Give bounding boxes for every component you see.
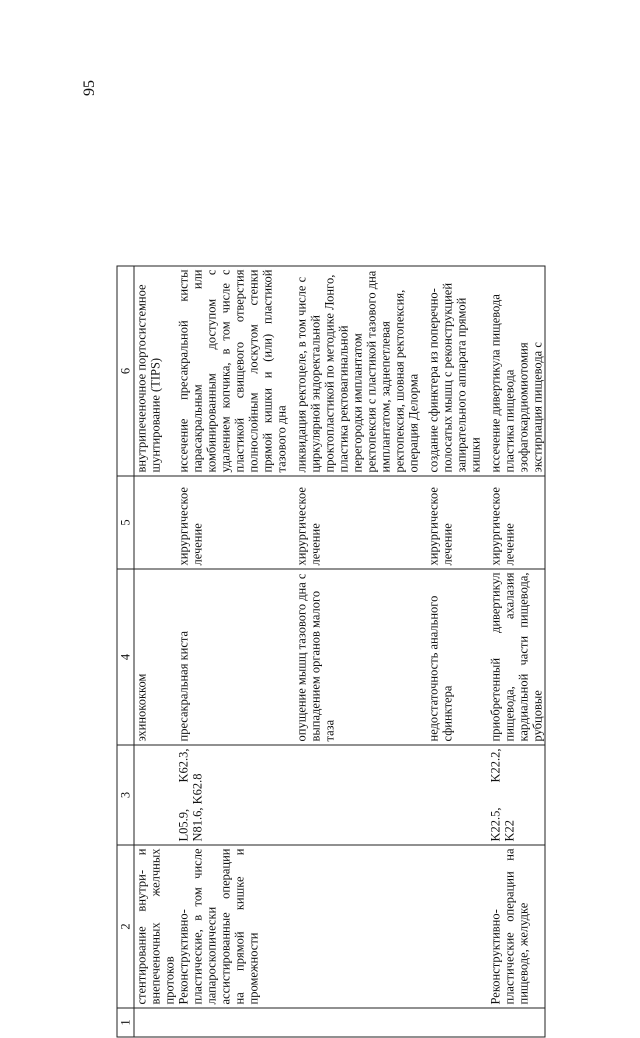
- cell-diagnosis: пресакральная киста: [176, 569, 288, 745]
- page-number: 95: [81, 80, 98, 96]
- cell-intervention: Реконструктивно-пластические операции на пищеводе, желудке: [482, 845, 545, 1008]
- table-row: [288, 266, 420, 1037]
- table-row: [482, 266, 545, 1037]
- header-col-5: 5: [117, 476, 134, 569]
- cell-codes: L05.9, K62.3, N81.6, K62.8: [176, 745, 288, 845]
- cell-method: иссечение пресакральной кисты парасакральным или комбинированным доступом с удалением копчика, в том числе с пластикой свищевого отверстия полнослойным лоскутом стенки прямой кишки и (или) пластикой тазового дна: [176, 266, 288, 476]
- cell-intervention: стентирование внутри- и внепеченочных желчных протоков: [134, 845, 177, 1008]
- cell-intervention: [420, 845, 482, 1008]
- cell-number: [482, 1008, 545, 1037]
- cell-diagnosis: приобретенный дивертикул пищевода, ахалазия кардиальной части пищевода, рубцовые: [482, 569, 545, 745]
- cell-codes: [134, 745, 177, 845]
- cell-codes: [420, 745, 482, 845]
- cell-intervention: Реконструктивно-пластические, в том числе лапароскопически ассистированные операции на прямой кишке и промежности: [176, 845, 288, 1008]
- header-col-6: 6: [117, 266, 134, 476]
- cell-number: [176, 1008, 288, 1037]
- procedures-table: [116, 266, 545, 1038]
- cell-diagnosis: эхинококком: [134, 569, 177, 745]
- header-col-3: 3: [117, 745, 134, 845]
- cell-treatment-type: хирургическое лечение: [176, 476, 288, 569]
- cell-treatment-type: хирургическое лечение: [482, 476, 545, 569]
- header-col-1: 1: [117, 1008, 134, 1037]
- table-row: [420, 266, 482, 1037]
- cell-diagnosis: опущение мышц тазового дна с выпадением органов малого таза: [288, 569, 420, 745]
- header-col-2: 2: [117, 845, 134, 1008]
- cell-method: иссечение дивертикула пищевода пластика пищевода эзофагокардиомиотомия экстирпация пищевода с: [482, 266, 545, 476]
- cell-method: ликвидация ректоцеле, в том числе с циркулярной эндоректальной проктопластикой по методике Лонго, пластика ректовагинальной перегородки имплантатом ректопексия с пластикой тазового дна имплантатом, заднепетлевая ректопексия, шовная ректопексия, операция Делорма: [288, 266, 420, 476]
- cell-codes: K22.5, K22.2, K22: [482, 745, 545, 845]
- cell-diagnosis: недостаточность анального сфинктера: [420, 569, 482, 745]
- header-col-4: 4: [117, 569, 134, 745]
- table-row: [134, 266, 177, 1037]
- rotated-table-container: [116, 267, 544, 1038]
- table-header-row: [117, 266, 134, 1037]
- cell-method: создание сфинктера из поперечно-полосатых мышц с реконструкцией запирательного аппарата прямой кишки: [420, 266, 482, 476]
- cell-treatment-type: хирургическое лечение: [420, 476, 482, 569]
- cell-treatment-type: хирургическое лечение: [288, 476, 420, 569]
- table-row: [176, 266, 288, 1037]
- cell-number: [288, 1008, 420, 1037]
- cell-intervention: [288, 845, 420, 1008]
- cell-number: [134, 1008, 177, 1037]
- cell-treatment-type: [134, 476, 177, 569]
- cell-codes: [288, 745, 420, 845]
- cell-number: [420, 1008, 482, 1037]
- cell-method: внутрипеченочное портосистемное шунтирование (TIPS): [134, 266, 177, 476]
